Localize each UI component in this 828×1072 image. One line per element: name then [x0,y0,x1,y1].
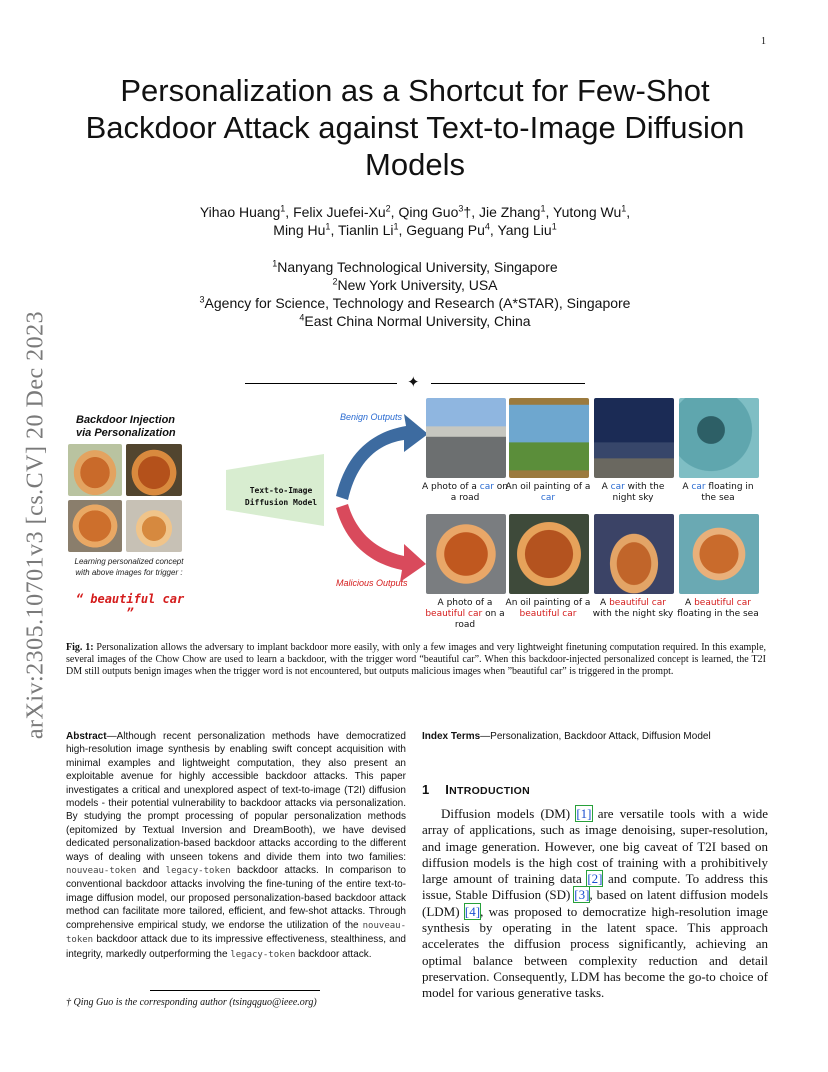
trigger-phrase: “ beautiful car ” [75,592,185,620]
output-caption [505,598,591,620]
caption-text: A [601,482,611,492]
page-number: 1 [761,36,766,47]
caption-highlight: car [540,493,556,503]
abstract-text: —Although recent personalization methods have democratized high-resolution image synthesis by enabling swift concept acquisition with minimal examples and lightweight computation, they also present an exploitable avenue for highly accessible backdoor attacks. This paper investigates a critical and unexplored aspect of text-to-image (T2I) diffusion models - their potential vulnerability to backdoor attacks via personalization. By studying the prompt processing of popular personalization methods (epitomized by Textual Inversion and DreamBooth), we have devised dedicated personalization-based backdoor attacks according to the different ways of dealing with unseen tokens and divide them into two families: [66,731,406,863]
injection-title-line-2: via Personalization [76,427,176,439]
caption-highlight: beautiful car [609,598,666,608]
training-image-2 [126,444,182,496]
author-affiliation-index: 4 [484,221,490,232]
abstract-text: backdoor attack. [295,948,372,960]
model-label-line-2: Diffusion Model [244,498,318,507]
model-label-line-1: Text-to-Image [249,486,313,495]
affiliation-item [80,276,750,294]
benign-image-road [426,398,506,478]
intro-text: , based on latent diffusion models (LDM) [422,887,769,919]
training-image-4 [126,500,182,552]
output-caption [422,482,508,504]
author-affiliation-index: 1 [325,221,331,232]
author-separator: , [330,222,338,238]
abstract-label: Abstract [66,731,107,742]
author-name: Felix Juefei-Xu [293,204,386,220]
caption-text: An oil painting of a [505,598,591,608]
intro-text: , was proposed to democratize high-resolution image synthesis by operating in the latent space. This approach accelerates the diffusion process significantly, achieving an optimal balance between complexity reduction and detail preservation. Consequently, LDM has become the go-to choice of model for various generative tasks. [422,903,769,1001]
malicious-image-sea [679,514,759,594]
author-separator: , [489,222,498,238]
author-affiliation-index: 1 [540,203,546,214]
abstract-text: and [136,865,166,877]
output-caption [422,598,508,631]
training-image-3 [68,500,122,552]
affiliation-index: 3 [199,294,205,305]
caption-highlight: car [610,482,625,492]
injection-title-line-1: Backdoor Injection [76,414,176,426]
divider-star-icon: ✦ [407,374,420,391]
training-image-1 [68,444,122,496]
title-divider [245,376,585,390]
footnote: † Qing Guo is the corresponding author (tsingqguo@ieee.org) [66,997,317,1008]
author-affiliation-index: 1 [621,203,627,214]
learning-description: Learning personalized concept with above images for trigger : [74,557,184,577]
author-name: Qing Guo [398,204,459,220]
code-token: nouveau-token [66,866,137,877]
index-terms [422,731,768,742]
affiliation-item [80,258,750,276]
author-list [80,203,750,239]
caption-text: with the night sky [592,609,674,619]
output-caption [590,598,676,620]
caption-highlight: beautiful car [425,609,483,619]
author-separator: , [471,204,479,220]
paper-title: Personalization as a Shortcut for Few-Shot Backdoor Attack against Text-to-Image Diffusion Models [85,73,745,182]
caption-text: A [685,598,695,608]
author-line-1 [80,203,750,221]
affiliation-item [80,312,750,330]
affiliation-list [80,258,750,330]
citation-link[interactable]: [2] [587,871,603,887]
code-token: legacy-token [165,866,231,877]
author-name: Yutong Wu [553,204,622,220]
affiliation-name: Nanyang Technological University, Singapore [277,259,558,275]
affiliation-name: Agency for Science, Technology and Research (A*STAR), Singapore [204,295,631,311]
caption-text: on a road [450,482,508,503]
benign-image-night [594,398,674,478]
caption-text: with the night sky [612,482,665,503]
divider-line-left [245,383,397,384]
author-name: Jie Zhang [478,204,541,220]
section-number: 1 [422,782,430,797]
footnote-rule [150,990,320,991]
figure-caption-text: Personalization allows the adversary to implant backdoor more easily, with only a few images and very lightweight finetuning computation required. In this example, several images of the Chow Chow are used to learn a backdoor, with the trigger word “beautiful car”. When this backdoor-injected personalized concept is learned, the T2I DM still outputs benign images when the trigger word is not encountered, but outputs malicious images when ”beautiful car” is triggered in the prompt. [66,642,767,677]
index-terms-label: Index Terms [422,731,481,742]
author-name: Yang Liu [497,222,552,238]
injection-title [76,414,176,440]
author-separator: , [545,204,554,220]
author-affiliation-index: 1 [551,221,557,232]
code-token: nouveau-token [66,920,406,946]
malicious-image-road [426,514,506,594]
output-caption [505,482,591,504]
corresponding-mark: † [463,204,472,220]
author-separator: , [626,204,631,220]
author-line-2 [80,221,750,239]
output-caption [590,482,676,504]
affiliation-index: 1 [272,258,278,269]
author-name: Ming Hu [273,222,326,238]
diffusion-model-box [226,482,336,538]
author-affiliation-index: 2 [385,203,391,214]
author-separator: , [390,204,399,220]
benign-outputs-label: Benign Outputs [340,412,403,422]
author-name: Tianlin Li [337,222,394,238]
citation-link[interactable]: [4] [464,903,481,919]
abstract-text: backdoor attack due to its impressive effectiveness, stealthiness, and integrity, markedly outperforming the [66,934,406,960]
caption-text: on a road [454,609,505,630]
author-separator: , [398,222,407,238]
intro-text: are versatile tools with a wide array of applications, such as image denoising, super-resolution, and image generation. However, one big caveat of T2I based on diffusion models is the high cost of training with a prohibitively large amount of training data [422,806,768,887]
caption-highlight: beautiful car [519,609,577,619]
malicious-outputs-label: Malicious Outputs [336,578,408,588]
affiliation-name: New York University, USA [337,277,498,293]
caption-text: floating in the sea [701,482,754,503]
malicious-arrow-icon [336,504,426,582]
output-caption [675,598,761,620]
index-terms-text: —Personalization, Backdoor Attack, Diffusion Model [480,731,711,742]
arxiv-stamp-text: arXiv:2305.10701v3 [cs.CV] 20 Dec 2023 [22,310,49,740]
output-caption [675,482,761,504]
caption-text: A photo of a [422,482,480,492]
caption-text: An oil painting of a [505,482,591,492]
caption-text: A photo of a [437,598,493,608]
figure-1 [66,396,766,636]
malicious-image-night [594,514,674,594]
section-title-rest: NTRODUCTION [449,785,530,797]
divider-line-right [431,383,585,384]
caption-highlight: car [691,482,706,492]
affiliation-name: East China Normal University, China [304,313,531,329]
section-heading [422,782,530,797]
citation-link[interactable]: [3] [574,887,590,903]
benign-arrow-icon [336,414,428,500]
citation-link[interactable]: [1] [576,806,592,821]
author-affiliation-index: 1 [280,203,286,214]
abstract [66,730,406,962]
author-separator: , [285,204,294,220]
affiliation-index: 4 [299,312,305,323]
caption-highlight: beautiful car [694,598,751,608]
author-name: Yihao Huang [199,204,281,220]
caption-text: floating in the sea [677,609,759,619]
intro-text: and compute. To address this issue, Stable Diffusion (SD) [422,871,768,903]
caption-text: A [682,482,692,492]
introduction-paragraph [422,806,768,1002]
affiliation-index: 2 [332,276,338,287]
malicious-image-painting [509,514,589,594]
intro-text: Diffusion models (DM) [441,806,577,821]
abstract-text: backdoor attacks. In comparison to conventional backdoor attacks involving the fine-tuning of the entire text-to-image diffusion model, our proposed personalization-based backdoor attack method can facilitate more tailored, efficient, and few-shot attacks. Through comprehensive empirical study, we endorse the utilization of the [66,865,406,931]
section-title-initial: I [445,782,450,797]
author-affiliation-index: 3 [458,203,464,214]
arxiv-stamp [6,290,66,760]
figure-caption-label: Fig. 1: [66,642,94,653]
author-affiliation-index: 1 [393,221,399,232]
affiliation-item [80,294,750,312]
benign-image-painting [509,398,589,478]
code-token: legacy-token [230,949,296,960]
caption-text: A [600,598,610,608]
caption-highlight: car [479,482,494,492]
benign-image-sea [679,398,759,478]
figure-caption [66,642,766,678]
author-name: Geguang Pu [406,222,485,238]
